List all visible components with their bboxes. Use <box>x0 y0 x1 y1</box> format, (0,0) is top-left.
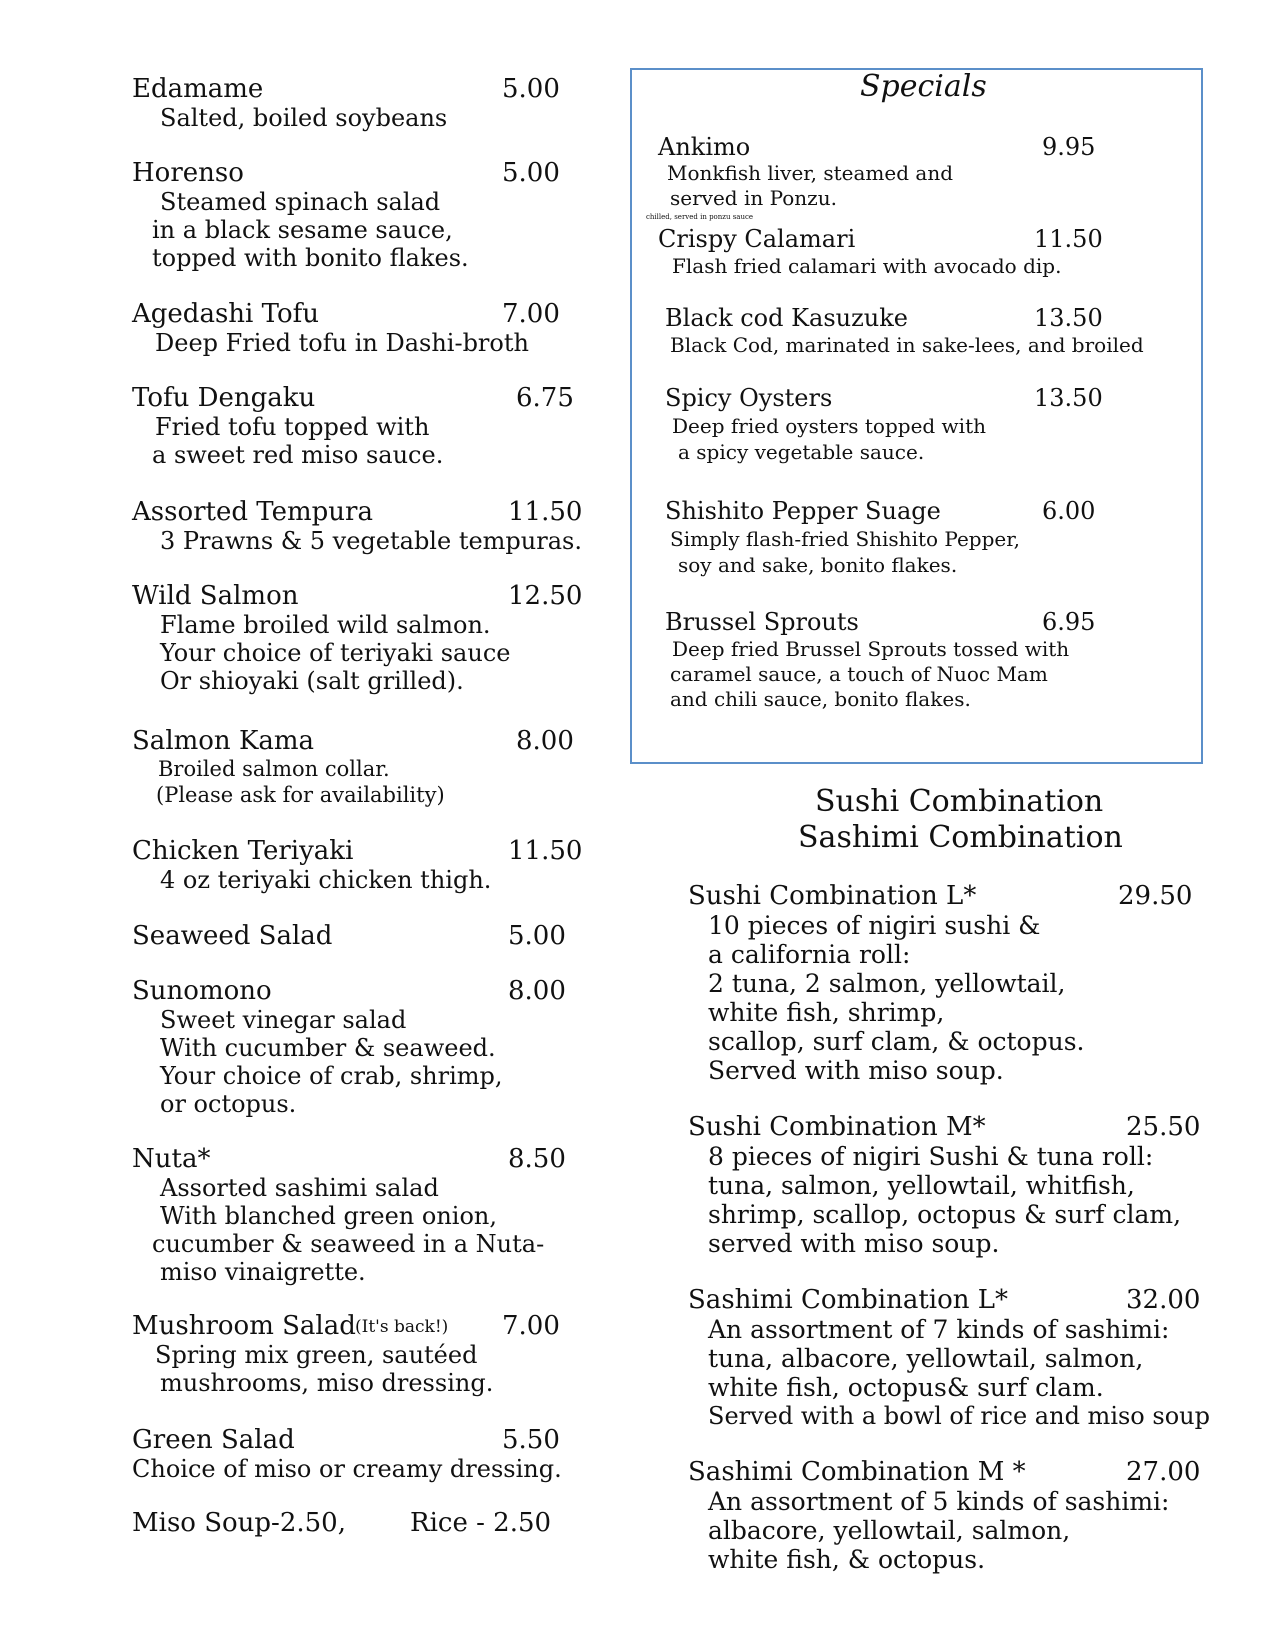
menu-item-desc: a sweet red miso sauce. <box>152 441 444 469</box>
menu-item-desc: Choice of miso or creamy dressing. <box>132 1455 562 1483</box>
menu-item-desc: Fried tofu topped with <box>155 413 430 441</box>
menu-item-desc: Sweet vinegar salad <box>160 1006 407 1034</box>
menu-item-desc: Flame broiled wild salmon. <box>160 611 491 639</box>
combo-item-desc: Served with miso soup. <box>708 1056 1004 1085</box>
menu-item-price: 11.50 <box>508 497 583 527</box>
special-item-price: 13.50 <box>1034 384 1103 412</box>
menu-item-price: 7.00 <box>502 299 560 329</box>
menu-item-price: 11.50 <box>508 836 583 866</box>
menu-item-price: 8.00 <box>508 976 566 1006</box>
special-item-desc: Black Cod, marinated in sake-lees, and broiled <box>670 333 1144 357</box>
special-item-name: Ankimo <box>658 133 751 161</box>
special-item-name: Crispy Calamari <box>658 225 856 253</box>
special-item-desc: served in Ponzu. <box>670 186 837 210</box>
menu-item-desc: Steamed spinach salad <box>160 188 441 216</box>
special-item-desc: Simply flash-fried Shishito Pepper, <box>670 527 1020 551</box>
special-tiny-note: chilled, served in ponzu sauce <box>646 213 754 221</box>
special-item-desc: and chili sauce, bonito flakes. <box>670 687 971 711</box>
special-item-desc: soy and sake, bonito flakes. <box>678 553 958 577</box>
combo-item-desc: An assortment of 7 kinds of sashimi: <box>708 1315 1170 1344</box>
menu-item-price: 6.75 <box>516 383 574 413</box>
menu-item-note: (It's back!) <box>355 1317 449 1337</box>
combo-item-price: 29.50 <box>1118 881 1193 911</box>
combo-item-price: 32.00 <box>1126 1285 1201 1315</box>
combo-item-desc: 2 tuna, 2 salmon, yellowtail, <box>708 969 1066 998</box>
combo-item-desc: tuna, salmon, yellowtail, whitfish, <box>708 1171 1135 1200</box>
menu-item-name: Sunomono <box>132 976 272 1006</box>
menu-item-name: Nuta* <box>132 1144 211 1174</box>
combo-item-desc: white fish, octopus& surf clam. <box>708 1373 1104 1402</box>
menu-item-name: Mushroom Salad <box>132 1311 356 1341</box>
menu-item-price: 5.50 <box>502 1425 560 1455</box>
combo-item-desc: white fish, & octopus. <box>708 1545 986 1574</box>
special-item-desc: Deep fried oysters topped with <box>672 414 986 438</box>
special-item-price: 6.95 <box>1042 608 1096 636</box>
menu-item-desc: (Please ask for availability) <box>156 783 445 807</box>
combo-item-name: Sashimi Combination L* <box>688 1285 1009 1315</box>
menu-item-price: 5.00 <box>502 74 560 104</box>
combo-item-desc: scallop, surf clam, & octopus. <box>708 1027 1085 1056</box>
menu-item-desc: Salted, boiled soybeans <box>160 104 448 132</box>
special-item-desc: Flash fried calamari with avocado dip. <box>672 254 1062 278</box>
menu-item-price: 12.50 <box>508 581 583 611</box>
special-item-name: Shishito Pepper Suage <box>665 497 941 525</box>
special-item-name: Spicy Oysters <box>665 384 833 412</box>
menu-item-desc: Or shioyaki (salt grilled). <box>160 667 464 695</box>
menu-item-desc: With blanched green onion, <box>160 1202 497 1230</box>
menu-item-desc: Your choice of teriyaki sauce <box>160 639 511 667</box>
combo-item-desc: albacore, yellowtail, salmon, <box>708 1516 1071 1545</box>
combo-item-desc: white fish, shrimp, <box>708 998 945 1027</box>
menu-item-desc: or octopus. <box>160 1090 297 1118</box>
menu-item-desc: miso vinaigrette. <box>160 1258 366 1286</box>
menu-item-desc: Spring mix green, sautéed <box>155 1341 478 1369</box>
combo-item-desc: Served with a bowl of rice and miso soup <box>708 1402 1210 1430</box>
menu-item-price: 5.00 <box>502 158 560 188</box>
combo-item-desc: served with miso soup. <box>708 1229 1000 1258</box>
rice-price: Rice - 2.50 <box>410 1508 552 1538</box>
menu-item-desc: Broiled salmon collar. <box>158 757 390 781</box>
menu-item-desc: 3 Prawns & 5 vegetable tempuras. <box>160 527 582 555</box>
menu-item-name: Wild Salmon <box>132 581 299 611</box>
menu-item-desc: 4 oz teriyaki chicken thigh. <box>160 866 492 894</box>
menu-item-name: Assorted Tempura <box>132 497 373 527</box>
specials-title: Specials <box>860 69 987 104</box>
menu-item-name: Salmon Kama <box>132 726 315 756</box>
menu-item-desc: Deep Fried tofu in Dashi-broth <box>155 329 529 357</box>
special-item-name: Black cod Kasuzuke <box>665 304 908 332</box>
menu-item-desc: mushrooms, miso dressing. <box>160 1369 494 1397</box>
special-item-price: 6.00 <box>1042 497 1096 525</box>
combo-item-name: Sashimi Combination M * <box>688 1457 1026 1487</box>
combo-item-desc: An assortment of 5 kinds of sashimi: <box>708 1487 1170 1516</box>
combo-item-desc: a california roll: <box>708 940 911 969</box>
combo-heading-sushi: Sushi Combination <box>815 784 1104 819</box>
combo-item-desc: 8 pieces of nigiri Sushi & tuna roll: <box>708 1142 1154 1171</box>
menu-item-name: Chicken Teriyaki <box>132 836 354 866</box>
special-item-desc: Deep fried Brussel Sprouts tossed with <box>672 637 1070 661</box>
special-item-desc: Monkfish liver, steamed and <box>667 161 953 185</box>
combo-heading-sashimi: Sashimi Combination <box>798 820 1123 855</box>
menu-item-name: Horenso <box>132 158 244 188</box>
menu-item-desc: topped with bonito flakes. <box>152 244 469 272</box>
menu-item-price: 8.00 <box>516 726 574 756</box>
special-item-price: 11.50 <box>1034 225 1103 253</box>
combo-item-desc: tuna, albacore, yellowtail, salmon, <box>708 1344 1144 1373</box>
menu-item-price: 7.00 <box>502 1311 560 1341</box>
menu-item-desc: With cucumber & seaweed. <box>160 1034 496 1062</box>
special-item-name: Brussel Sprouts <box>665 608 859 636</box>
menu-item-name: Agedashi Tofu <box>132 299 319 329</box>
combo-item-name: Sushi Combination L* <box>688 881 977 911</box>
menu-item-name: Tofu Dengaku <box>132 383 316 413</box>
menu-item-name: Green Salad <box>132 1425 295 1455</box>
menu-item-price: 5.00 <box>508 921 566 951</box>
menu-item-price: 8.50 <box>508 1144 566 1174</box>
combo-item-price: 27.00 <box>1126 1457 1201 1487</box>
miso-soup-price: Miso Soup-2.50, <box>132 1508 346 1538</box>
menu-item-desc: Assorted sashimi salad <box>160 1174 439 1202</box>
special-item-price: 13.50 <box>1034 304 1103 332</box>
special-item-desc: caramel sauce, a touch of Nuoc Mam <box>670 662 1048 686</box>
menu-item-name: Edamame <box>132 74 264 104</box>
combo-item-name: Sushi Combination M* <box>688 1112 986 1142</box>
menu-item-desc: Your choice of crab, shrimp, <box>160 1062 503 1090</box>
combo-item-desc: shrimp, scallop, octopus & surf clam, <box>708 1200 1182 1229</box>
menu-item-desc: in a black sesame sauce, <box>152 216 453 244</box>
menu-item-name: Seaweed Salad <box>132 921 333 951</box>
menu-item-desc: cucumber & seaweed in a Nuta- <box>152 1230 545 1258</box>
combo-item-desc: 10 pieces of nigiri sushi & <box>708 911 1041 940</box>
combo-item-price: 25.50 <box>1126 1112 1201 1142</box>
special-item-desc: a spicy vegetable sauce. <box>678 440 925 464</box>
special-item-price: 9.95 <box>1042 133 1096 161</box>
